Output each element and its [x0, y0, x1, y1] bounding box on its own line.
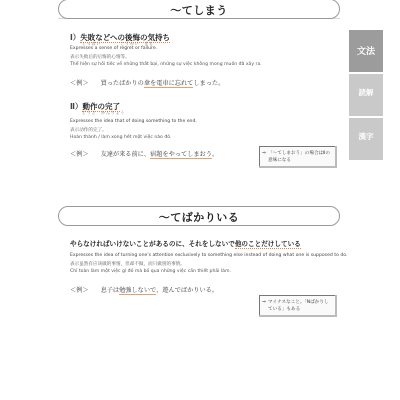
section-title: 〜てしまう	[170, 4, 228, 17]
chinese-explanation: 表示失败后的后悔的心情等。	[70, 55, 130, 60]
tab-reading[interactable]: 読解	[349, 74, 383, 116]
section-title-pill	[58, 206, 340, 226]
meaning-heading: Ⅰ）失敗などへの後悔の気持ち	[70, 33, 170, 42]
english-explanation: Expresses the idea of turning one's attention exclusively to something else instead of doing what one is supposed to do.	[70, 253, 348, 258]
tab-grammar[interactable]: 文法	[349, 30, 383, 72]
section-title-pill	[58, 0, 340, 19]
english-explanation: Expresses the idea that of doing something to the end.	[70, 119, 197, 124]
vietnamese-explanation: Chỉ toàn làm một việc gì đó mà bỏ qua những việc cần thiết phải làm.	[70, 269, 231, 274]
chinese-explanation: 表示虽然有应该做的事情，但却不做，而只做别的事情。	[70, 262, 185, 267]
vietnamese-explanation: Hoàn thành / làm xong hết một việc nào đó.	[70, 135, 172, 140]
example-sentence: ＜例＞ 息子は勉強しないで、遊んでばかりいる。	[70, 287, 219, 294]
ruby-text: しっぱい こうかい きも	[82, 41, 154, 46]
meaning-heading: Ⅱ）動作の完了	[70, 102, 120, 111]
note-box: ⇒ マイナスなこと。「Nばかりしている」もある	[259, 295, 337, 317]
example-sentence: ＜例＞ 友達が来る前に、宿題をやってしまおう。	[70, 151, 219, 158]
chinese-explanation: 表示动作的完了。	[70, 128, 107, 133]
note-box: ⇒ 「〜てしまおう」の場合はⅡの意味になる	[259, 146, 337, 168]
section-title: 〜てばかりいる	[158, 211, 240, 224]
ruby-text: どうさ かんりょう	[82, 110, 126, 115]
meaning-heading: やらなければいけないことがあるのに、それをしないで他のことだけしている	[70, 240, 301, 248]
english-explanation: Expresses a sense of regret or failure.	[70, 46, 158, 51]
vietnamese-explanation: Thể hiện sự hối tiếc về những thất bại, những sự việc không mong muốn đã xảy ra.	[70, 62, 262, 67]
example-sentence: ＜例＞ 買ったばかりの傘を電車に忘れてしまった。	[70, 80, 225, 87]
tab-kanji[interactable]: 漢字	[349, 118, 383, 160]
